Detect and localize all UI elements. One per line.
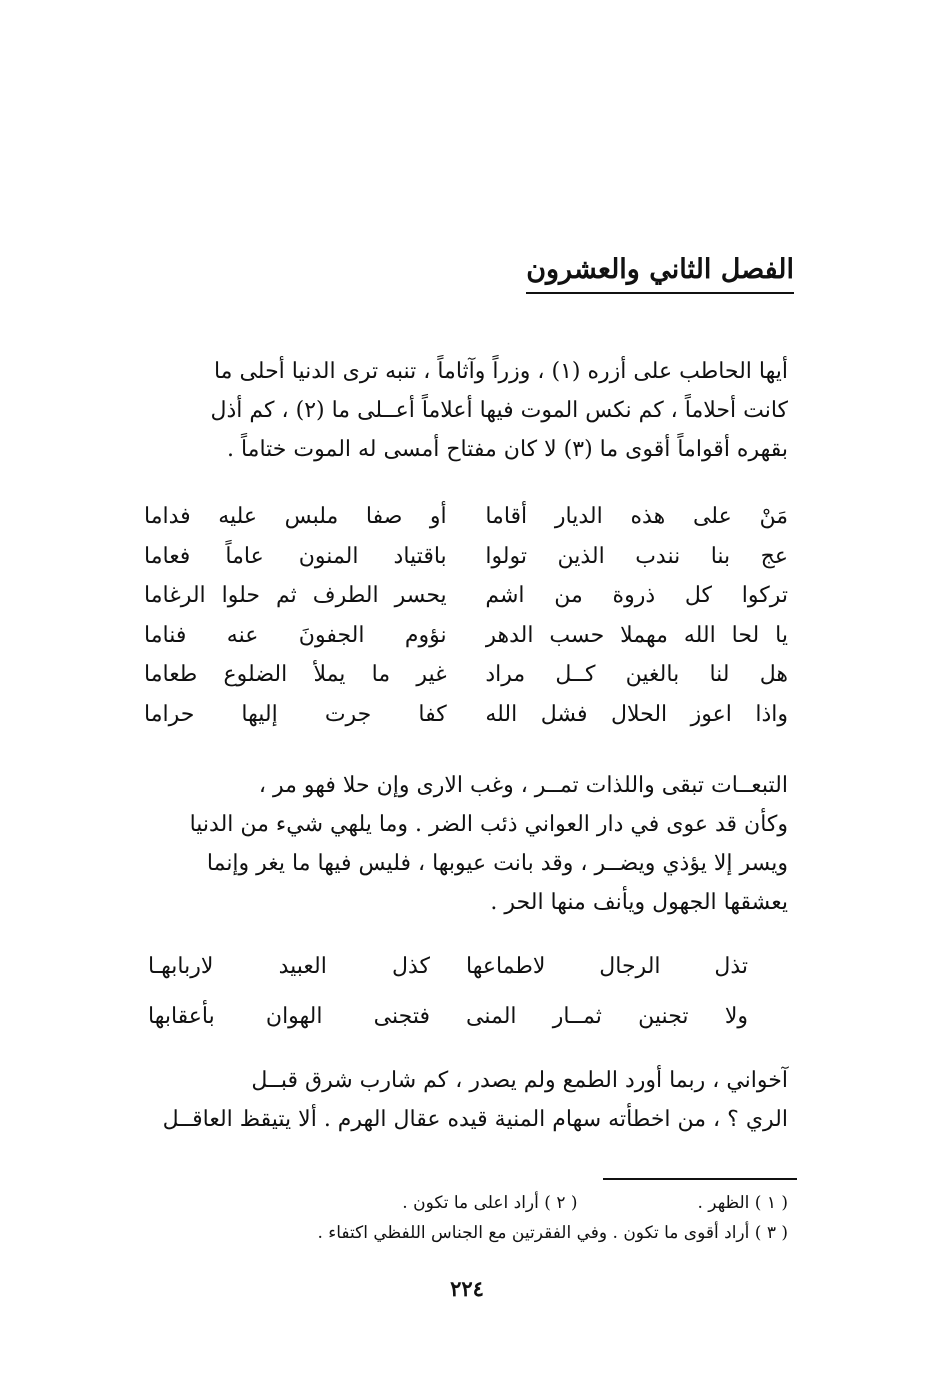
verse-first-hemistich: يا لحا الله مهملا حسب الدهر (485, 622, 788, 648)
verse (144, 537, 788, 577)
paragraph-line: ويسر إلا يؤذي ويضــر ، وقد بانت عيوبها ، فليس فيها ما يغر وإنما (206, 851, 788, 876)
paragraph-2 (144, 766, 788, 922)
verse (144, 497, 788, 537)
verse-second-hemistich: نؤوم الجفونَ عنه فناما (144, 622, 447, 648)
paragraph-3 (144, 1061, 788, 1139)
verse-second-hemistich: باقتياد المنون عاماً فعاما (144, 543, 447, 569)
verse-first-hemistich: تذل الرجال لاطماعها (466, 954, 748, 979)
verse (144, 616, 788, 656)
verse (148, 992, 748, 1042)
paragraph-line: أيها الحاطب على أزره (١) ، وزراً وآثاماً ، تنبه ترى الدنيا أحلى ما (213, 359, 788, 384)
verse-first-hemistich: واذا اعوز الحلال فشل الله (485, 701, 788, 727)
paragraph-line: الري ؟ ، من اخطأته سهام المنية قيده عقال الهرم . ألا يتيقظ العاقــل (162, 1107, 788, 1132)
verse-second-hemistich: غير ما يملأ الضلوع طعاما (144, 662, 447, 687)
footnotes (144, 1188, 788, 1248)
verse-second-hemistich: فتجنى الهوان بأعقابها (148, 1004, 430, 1029)
paragraph-line: بقهره أقواماً أقوى ما (٣) لا كان مفتاح أمسى له الموت ختاماً . (226, 437, 788, 462)
verse-first-hemistich: تركوا كل ذروة من اشم (485, 583, 788, 608)
verse-second-hemistich: يحسر الطرف ثم حلوا الرغاما (144, 583, 447, 608)
paragraph-line: آخواني ، ربما أورد الطمع ولم يصدر ، كم شارب شرق قبــل (251, 1068, 788, 1093)
verse-second-hemistich: كفا جرت إليها حراما (144, 701, 447, 727)
footnote-2: ( ٢ ) أراد اعلى ما تكون . (402, 1193, 578, 1213)
verse (148, 942, 748, 992)
footnote-row (144, 1188, 788, 1218)
poem-2 (148, 942, 748, 1042)
poem-1 (144, 497, 788, 734)
paragraph-line: التبعــات تبقى واللذات تمــر ، وغب الارى وإن حلا فهو مر ، (258, 773, 788, 798)
verse (144, 655, 788, 695)
footnote-3: ( ٣ ) أراد أقوى ما تكون . وفي الفقرتين مع الجناس اللفظي اكتفاء . (317, 1223, 788, 1243)
verse-first-hemistich: هل لنا بالغين كــل مراد (485, 662, 788, 687)
chapter-title: الفصل الثاني والعشرون (526, 252, 794, 294)
paragraph-line: يعشقها الجهول ويأنف منها الحر . (490, 890, 788, 915)
verse-first-hemistich: مَنْ على هذه الديار أقاما (485, 504, 788, 529)
paragraph-1 (144, 352, 788, 469)
verse-first-hemistich: عج بنا نندب الذين تولوا (485, 543, 788, 569)
paragraph-line: كانت أحلاماً ، كم نكس الموت فيها أعلاماً أعــلى ما (٢) ، كم أذل (210, 398, 788, 423)
paragraph-line: وكأن قد عوى في دار العواني ذئب الضر . وما يلهي شيء من الدنيا (189, 812, 788, 837)
verse (144, 695, 788, 735)
verse-second-hemistich: أو صفا ملبس عليه فداما (144, 504, 447, 529)
verse (144, 576, 788, 616)
verse-second-hemistich: كذل العبيد لاربابهـا (148, 954, 430, 979)
footnote-1: ( ١ ) الظهر . (697, 1193, 788, 1213)
page-number: ٢٢٤ (450, 1276, 484, 1301)
footnote-divider (603, 1178, 797, 1180)
verse-first-hemistich: ولا تجنين ثمــار المنى (466, 1004, 748, 1029)
